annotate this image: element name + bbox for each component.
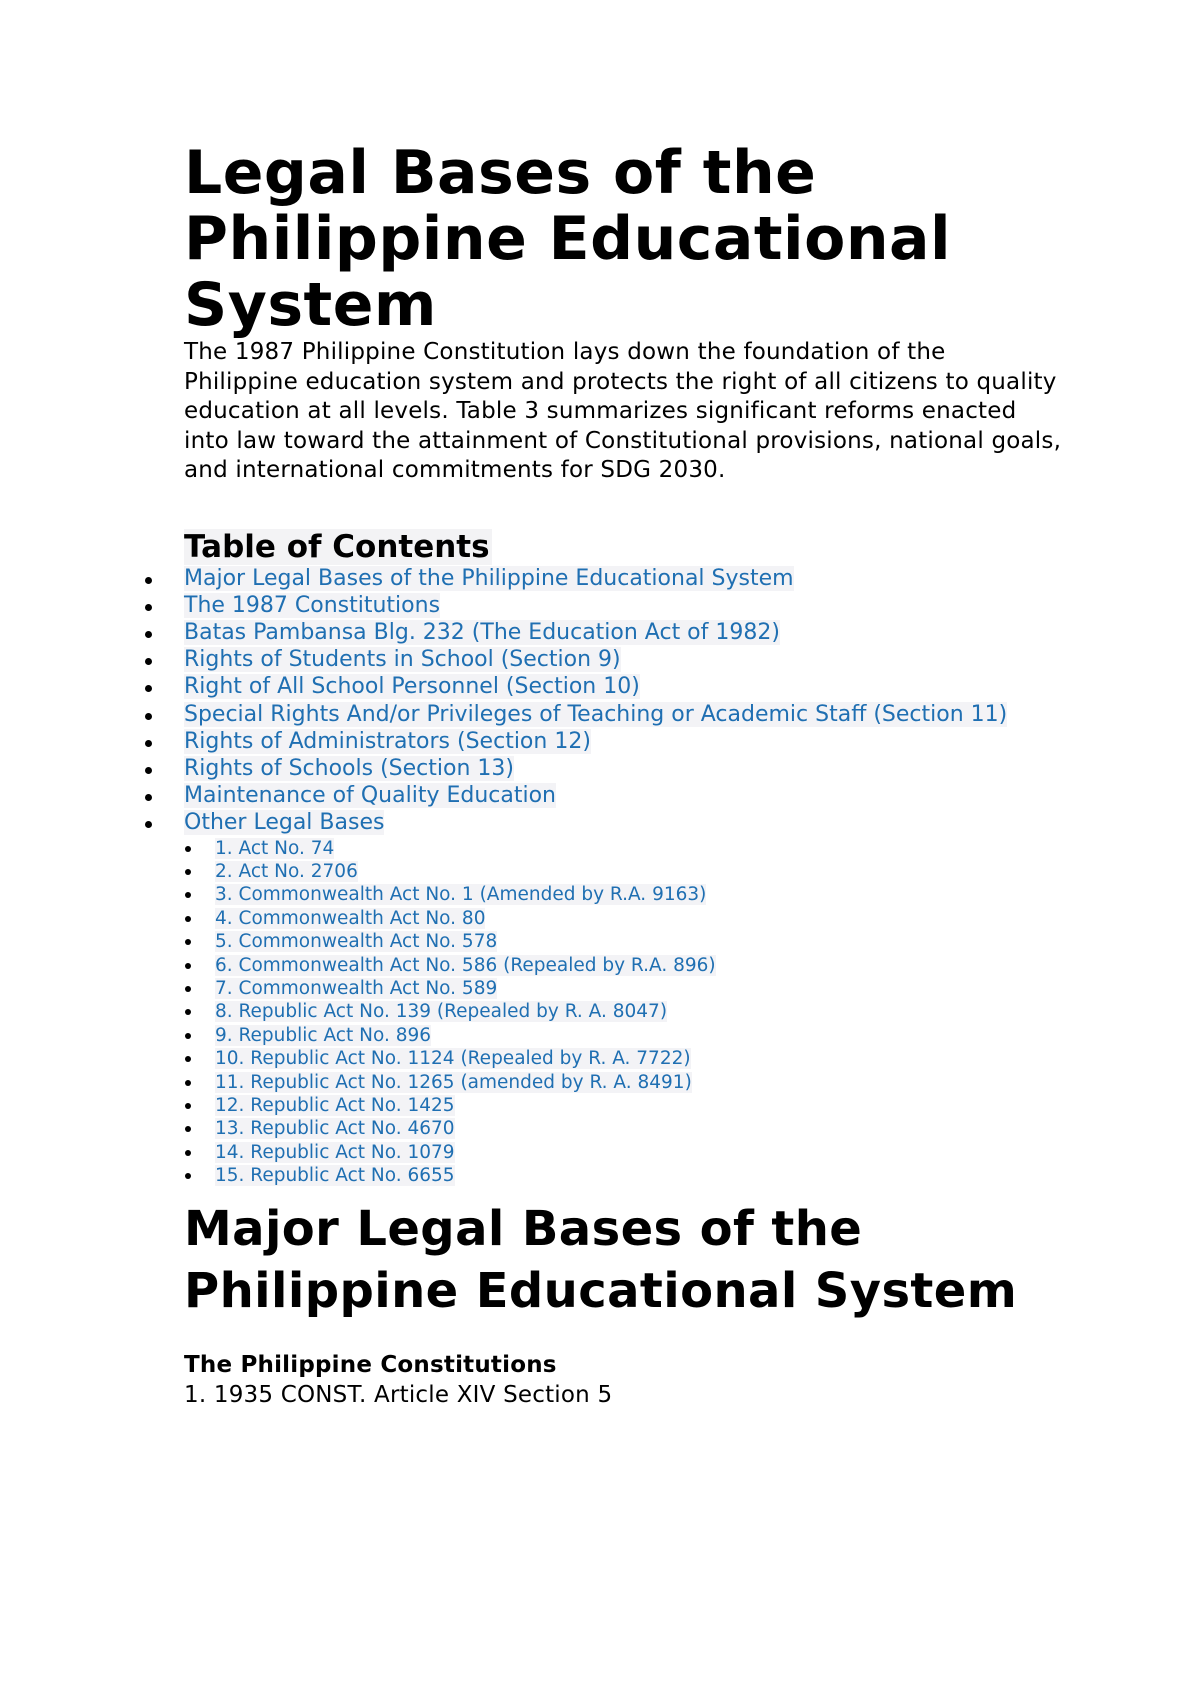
toc-sublink-ca-80[interactable]: 4. Commonwealth Act No. 80 (215, 907, 486, 929)
toc-link-bp-232[interactable]: Batas Pambansa Blg. 232 (The Education Act of 1982) (184, 619, 780, 645)
toc-item (184, 728, 1064, 755)
toc-sublink-ra-1265[interactable]: 11. Republic Act No. 1265 (amended by R. A. 8491) (215, 1071, 692, 1093)
toc-subitem (215, 954, 1064, 977)
toc-item (184, 592, 1064, 619)
document-title: Legal Bases of the Philippine Educational System (184, 138, 952, 340)
toc-title: Table of Contents (184, 528, 490, 565)
intro-paragraph: The 1987 Philippine Constitution lays down the foundation of the Philippine education system and protects the right of all citizens to quality education at all levels. Table 3 summarizes significant reforms enacted into law toward the attainment of Constitutional provisions, national goals, and international commitments for SDG 2030. (184, 339, 1062, 483)
toc-subitem (215, 930, 1064, 953)
toc-sublink-ra-139[interactable]: 8. Republic Act No. 139 (Repealed by R. A. 8047) (215, 1001, 668, 1023)
toc-subitem (215, 1117, 1064, 1140)
toc-sublink-ra-896[interactable]: 9. Republic Act No. 896 (215, 1024, 432, 1046)
toc-sublist (184, 837, 1064, 1188)
toc-sublink-ra-1425[interactable]: 12. Republic Act No. 1425 (215, 1095, 455, 1116)
toc-sublink-ca-1[interactable]: 3. Commonwealth Act No. 1 (Amended by R.A. 9163) (215, 884, 707, 906)
toc-link-right-of-personnel[interactable]: Right of All School Personnel (Section 10) (184, 674, 640, 700)
toc-link-rights-of-students[interactable]: Rights of Students in School (Section 9) (184, 647, 621, 673)
toc-subitem (215, 837, 1064, 860)
toc-item (184, 619, 1064, 646)
toc-sublink-ca-586[interactable]: 6. Commonwealth Act No. 586 (Repealed by R.A. 896) (215, 954, 716, 976)
toc-subitem (215, 977, 1064, 1000)
toc-subitem (215, 1164, 1064, 1187)
toc-link-quality-education[interactable]: Maintenance of Quality Education (184, 783, 557, 809)
toc-sublink-ra-1124[interactable]: 10. Republic Act No. 1124 (Repealed by R. A. 7722) (215, 1048, 691, 1070)
toc-item (184, 673, 1064, 700)
toc-subitem (215, 1071, 1064, 1094)
toc-sublink-ca-589[interactable]: 7. Commonwealth Act No. 589 (215, 977, 498, 999)
toc-sublink-ra-6655[interactable]: 15. Republic Act No. 6655 (215, 1165, 455, 1187)
toc-item (184, 809, 1064, 1187)
toc-sublink-ca-578[interactable]: 5. Commonwealth Act No. 578 (215, 931, 498, 953)
toc-sublink-ra-4670[interactable]: 13. Republic Act No. 4670 (215, 1118, 455, 1140)
toc-link-rights-of-schools[interactable]: Rights of Schools (Section 13) (184, 755, 514, 781)
toc-subitem (215, 907, 1064, 930)
toc-sublink-ra-1079[interactable]: 14. Republic Act No. 1079 (215, 1141, 455, 1163)
toc-item (184, 646, 1064, 673)
section-heading: Major Legal Bases of the Philippine Educational System (184, 1200, 1018, 1319)
toc-sublink-act-2706[interactable]: 2. Act No. 2706 (215, 860, 358, 882)
toc-subitem (215, 1047, 1064, 1070)
toc-link-special-rights[interactable]: Special Rights And/or Privileges of Teaching or Academic Staff (Section 11) (184, 701, 1008, 727)
toc-subitem (215, 1094, 1064, 1117)
toc-list (184, 565, 1064, 1188)
toc-subitem (215, 860, 1064, 883)
toc-link-rights-of-administrators[interactable]: Rights of Administrators (Section 12) (184, 728, 591, 754)
toc-subitem (215, 883, 1064, 906)
toc-subitem (215, 1024, 1064, 1047)
subsection-heading: The Philippine Constitutions (184, 1351, 557, 1378)
toc-subitem (215, 1141, 1064, 1164)
document-page (184, 140, 1064, 1410)
toc-link-major-legal-bases[interactable]: Major Legal Bases of the Philippine Educational System (184, 565, 794, 591)
toc-link-1987-constitutions[interactable]: The 1987 Constitutions (184, 592, 441, 618)
toc-item (184, 565, 1064, 592)
toc-item (184, 755, 1064, 782)
toc-item (184, 701, 1064, 728)
toc-subitem (215, 1000, 1064, 1023)
toc-link-other-legal-bases[interactable]: Other Legal Bases (184, 810, 385, 836)
toc-item (184, 782, 1064, 809)
constitution-item: 1. 1935 CONST. Article XIV Section 5 (184, 1381, 613, 1408)
toc-sublink-act-74[interactable]: 1. Act No. 74 (215, 837, 335, 859)
